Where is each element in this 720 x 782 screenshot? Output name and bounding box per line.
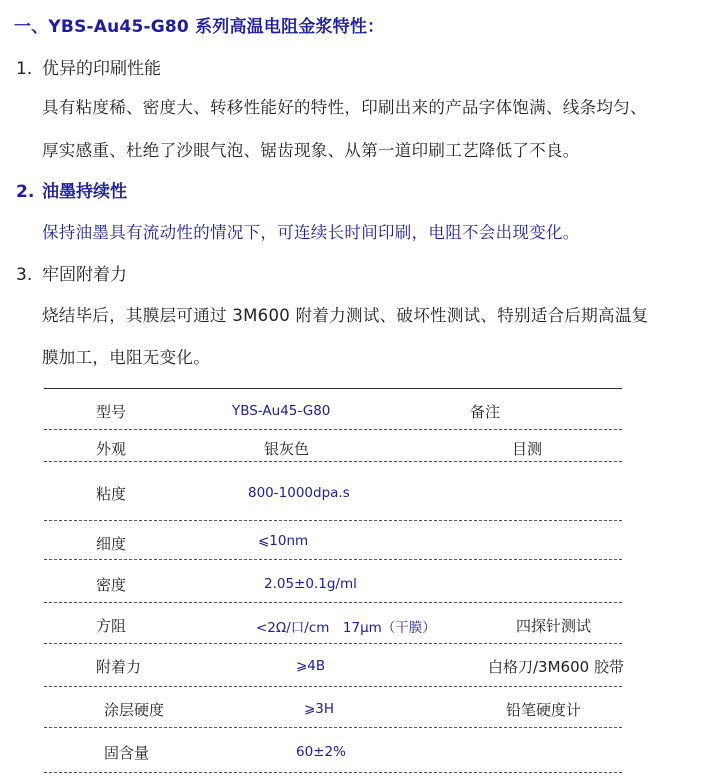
row-label: 密度 xyxy=(96,576,127,594)
row-label: 涂层硬度 xyxy=(104,701,165,719)
header-note: 备注 xyxy=(470,403,501,421)
row-value: 800-1000dpa.s xyxy=(248,485,350,501)
row-value: <2Ω/口/cm 17μm（干膜） xyxy=(256,620,436,636)
page-title: 一、YBS-Au45-G80 系列高温电阻金浆特性： xyxy=(14,17,385,37)
section-3-line-2: 膜加工，电阻无变化。 xyxy=(42,348,210,367)
section-1-heading xyxy=(16,58,161,80)
row-label: 细度 xyxy=(96,535,127,553)
header-label: 型号 xyxy=(96,403,127,421)
section-2-number: 2. xyxy=(16,182,35,202)
row-label: 粘度 xyxy=(96,485,127,503)
row-value: 60±2% xyxy=(296,744,346,760)
section-1-title: 优异的印刷性能 xyxy=(42,59,161,79)
section-2-heading xyxy=(16,181,127,203)
row-value: ⩽10nm xyxy=(258,533,309,549)
row-value: ⩾3H xyxy=(304,701,335,717)
table-row xyxy=(44,521,622,560)
table-row xyxy=(44,728,622,773)
row-label: 附着力 xyxy=(96,658,142,676)
row-note: 铅笔硬度计 xyxy=(506,701,582,719)
section-3-heading xyxy=(16,264,127,286)
section-2-title: 油墨持续性 xyxy=(42,182,127,202)
section-3-line-1: 烧结毕后，其膜层可通过 3M600 附着力测试、破坏性测试、特别适合后期高温复 xyxy=(42,306,649,325)
table-row xyxy=(44,430,622,462)
table-row xyxy=(44,644,622,687)
section-2-line-1: 保持油墨具有流动性的情况下，可连续长时间印刷，电阻不会出现变化。 xyxy=(42,223,580,242)
properties-table xyxy=(44,388,622,773)
row-label: 外观 xyxy=(96,440,127,458)
row-value: 2.05±0.1g/ml xyxy=(264,576,357,592)
table-row xyxy=(44,560,622,603)
row-note: 白格刀/3M600 胶带 xyxy=(488,658,624,676)
section-3-title: 牢固附着力 xyxy=(42,265,127,285)
row-value: 银灰色 xyxy=(264,440,310,458)
row-label: 方阻 xyxy=(96,617,127,635)
table-row xyxy=(44,603,622,644)
row-label: 固含量 xyxy=(104,744,150,762)
row-value: ⩾4B xyxy=(296,658,326,674)
section-1-number: 1. xyxy=(16,59,33,79)
row-note: 四探针测试 xyxy=(516,617,592,635)
section-3-number: 3. xyxy=(16,265,33,285)
header-model-value: YBS-Au45-G80 xyxy=(232,403,331,419)
section-1-line-2: 厚实感重、杜绝了沙眼气泡、锯齿现象、从第一道印刷工艺降低了不良。 xyxy=(42,141,580,160)
row-note: 目测 xyxy=(512,440,543,458)
table-header-row xyxy=(44,388,622,430)
section-1-line-1: 具有粘度稀、密度大、转移性能好的特性，印刷出来的产品字体饱满、线条均匀、 xyxy=(42,98,647,117)
table-row xyxy=(44,687,622,728)
table-row xyxy=(44,462,622,521)
